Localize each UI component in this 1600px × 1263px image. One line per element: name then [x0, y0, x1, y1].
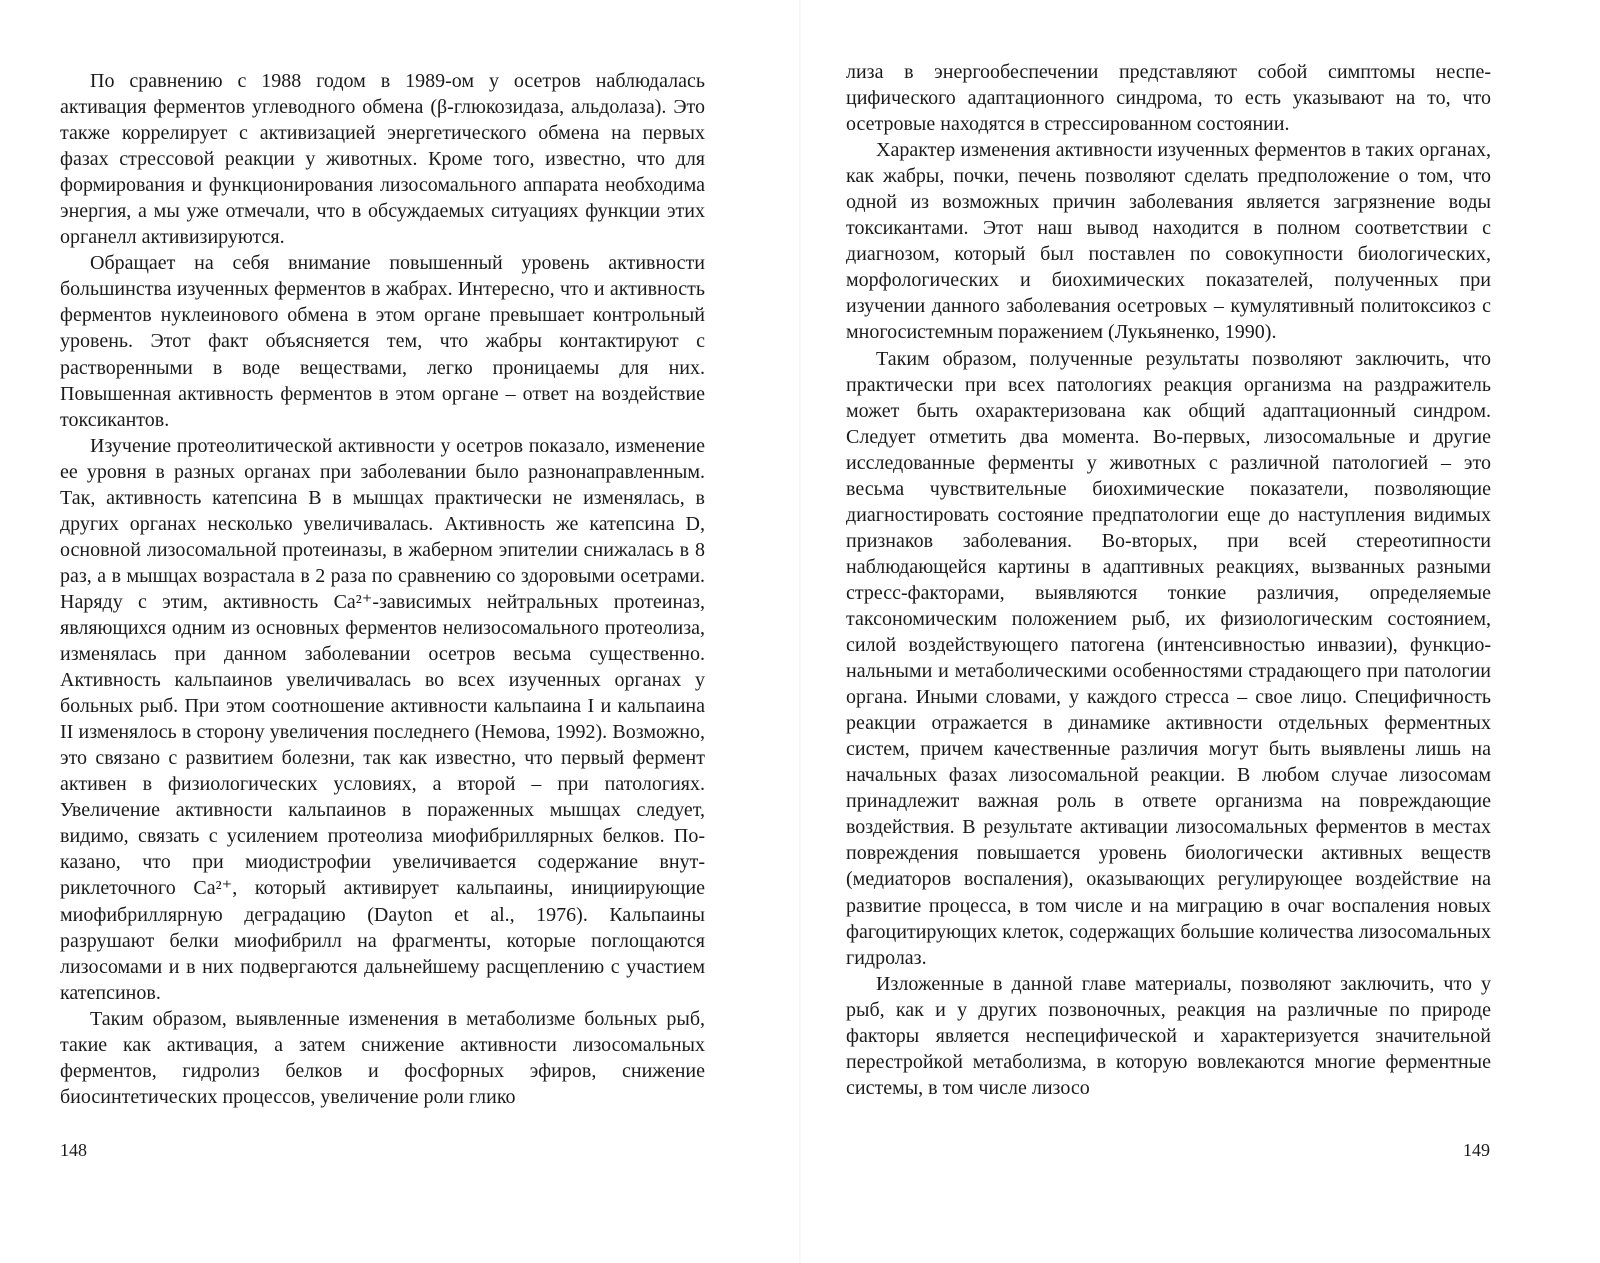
page-number: 148 — [60, 1140, 87, 1160]
paragraph: Таким образом, полученные результаты позволяют заключить, что практически при всех патологиях реакция организма на раздражитель может быть охарактеризована как общий адаптационный синдром. Следует отметить два момента. Во-первых, лизосомальные и другие исследованные ферменты у животных с различной патологией – это весьма чувствительные биохимические показатели, позволяющие диагностировать состояние предпатологии еще до наступления видимых признаков заболевания. Во-вторых, при всей стереотипности наблюдающейся картины в адаптивных реакциях, вызванных разными стресс-факторами, выявляются тонкие различия, определяемые таксономическим положением рыб, их физиологическим состоянием, силой воздействующего патогена (интенсивностью инвазии), функциональными и метаболическими особенностями страдающего при патологии органа. Иными словами, у каждого стресса – свое лицо. Специфичность реакции отражается в динамике активности отдельных ферментных систем, причем качественные различия могут быть выявлены лишь на начальных фазах лизосомальной реакции. В любом случае лизосомам принадлежит важная роль в ответе организма на повреждающие воздействия. В результате активации лизосомальных ферментов в местах повреждения повышается уровень биологически активных веществ (медиаторов воспаления), оказывающих регулирующее воздействие на развитие процесса, в том числе и на миграцию в очаг воспаления новых фагоцитирующих клеток, содержащих большие количества лизосомальных гидролаз. — [846, 347, 1491, 969]
right-text-column — [846, 59, 1491, 1101]
paragraph: Обращает на себя внимание повышенный уровень активности большинства изученных ферментов в жабрах. Интересно, что и активность ферментов нуклеинового обмена в этом органе превышает контрольный уровень. Этот факт объясняется тем, что жабры контактируют с растворенными в воде веществами, легко проницаемы для них. Повышенная активность ферментов в этом органе – ответ на воздействие токсикантов. — [60, 252, 705, 431]
page-number: 149 — [1463, 1140, 1490, 1160]
paragraph-continuation: лиза в энергообеспечении представляют собой симптомы неспецифического адаптационного синдрома, то есть указывают на то, что осетровые находятся в стрессированном состоянии. — [846, 61, 1491, 136]
right-page — [800, 0, 1600, 1263]
paragraph: Характер изменения активности изученных ферментов в таких органах, как жабры, почки, печень позволяют сделать предположение о том, что одной из возможных причин заболевания является загрязнение воды токсикантами. Этот наш вывод находится в полном соответствии с диагнозом, который был поставлен по совокупности биологических, морфологических и биохимических показателей, полученных при изучении данного заболевания осетровых – кумулятивный политоксикоз с многосистемным поражением (Лукьяненко, 1990). — [846, 139, 1491, 344]
paragraph: Таким образом, выявленные изменения в метаболизме больных рыб, такие как активация, а затем снижение активности лизосомальных ферментов, гидролиз белков и фосфорных эфиров, снижение биосинтетических процессов, увеличение роли глико — [60, 1007, 705, 1108]
left-text-column — [60, 68, 705, 1110]
paragraph: Изложенные в данной главе материалы, позволяют заключить, что у рыб, как и у других позвоночных, реакция на различные по природе факторы является неспецифической и характеризуется значительной перестройкой метаболизма, в которую вовлекаются многие ферментные системы, в том числе лизосо — [846, 972, 1491, 1099]
paragraph: Изучение протеолитической активности у осетров показало, изменение ее уровня в разных органах при заболевании было разнонаправленным. Так, активность катепсина В в мышцах практически не изменялась, в других органах несколько увеличивалась. Активность же катепсина D, основной лизосомальной протеиназы, в жаберном эпителии снижалась в 8 раз, а в мышцах возрастала в 2 раза по сравнению со здоровыми осетрами. Наряду с этим, активность Са²⁺-зависимых нейтральных протеиназ, являющихся одним из основных ферментов нелизосомального протеолиза, изменялась при данном заболевании осетров весьма существенно. Активность кальпаинов увеличивалась во всех изученных органах у больных рыб. При этом соотношение активности кальпаина I и кальпаина II изменялось в сторону увеличения последнего (Немова, 1992). Возможно, это связано с развитием болезни, так как известно, что первый фермент активен в физиологических условиях, а второй – при патологиях. Увеличение активности кальпаинов в пораженных мышцах следует, видимо, связать с усилением протеолиза миофибриллярных белков. Показано, что при миодистрофии увеличивается содержание внутриклеточного Са²⁺, который активирует кальпаины, инициирующие миофибриллярную деградацию (Dayton et al., 1976). Кальпаины разрушают белки миофибрилл на фрагменты, которые поглощаются лизосомами и в них подвергаются дальнейшему расщеплению с участием катепсинов. — [60, 434, 705, 1004]
paragraph: По сравнению с 1988 годом в 1989-ом у осетров наблюдалась активация ферментов углеводного обмена (β-глюкозидаза, альдолаза). Это также коррелирует с активизацией энергетического обмена на первых фазах стрессовой реакции у животных. Кроме того, известно, что для формирования и функционирования лизосомального аппарата необходима энергия, а мы уже отмечали, что в обсуждаемых ситуациях функции этих органелл активизируются. — [60, 70, 705, 249]
